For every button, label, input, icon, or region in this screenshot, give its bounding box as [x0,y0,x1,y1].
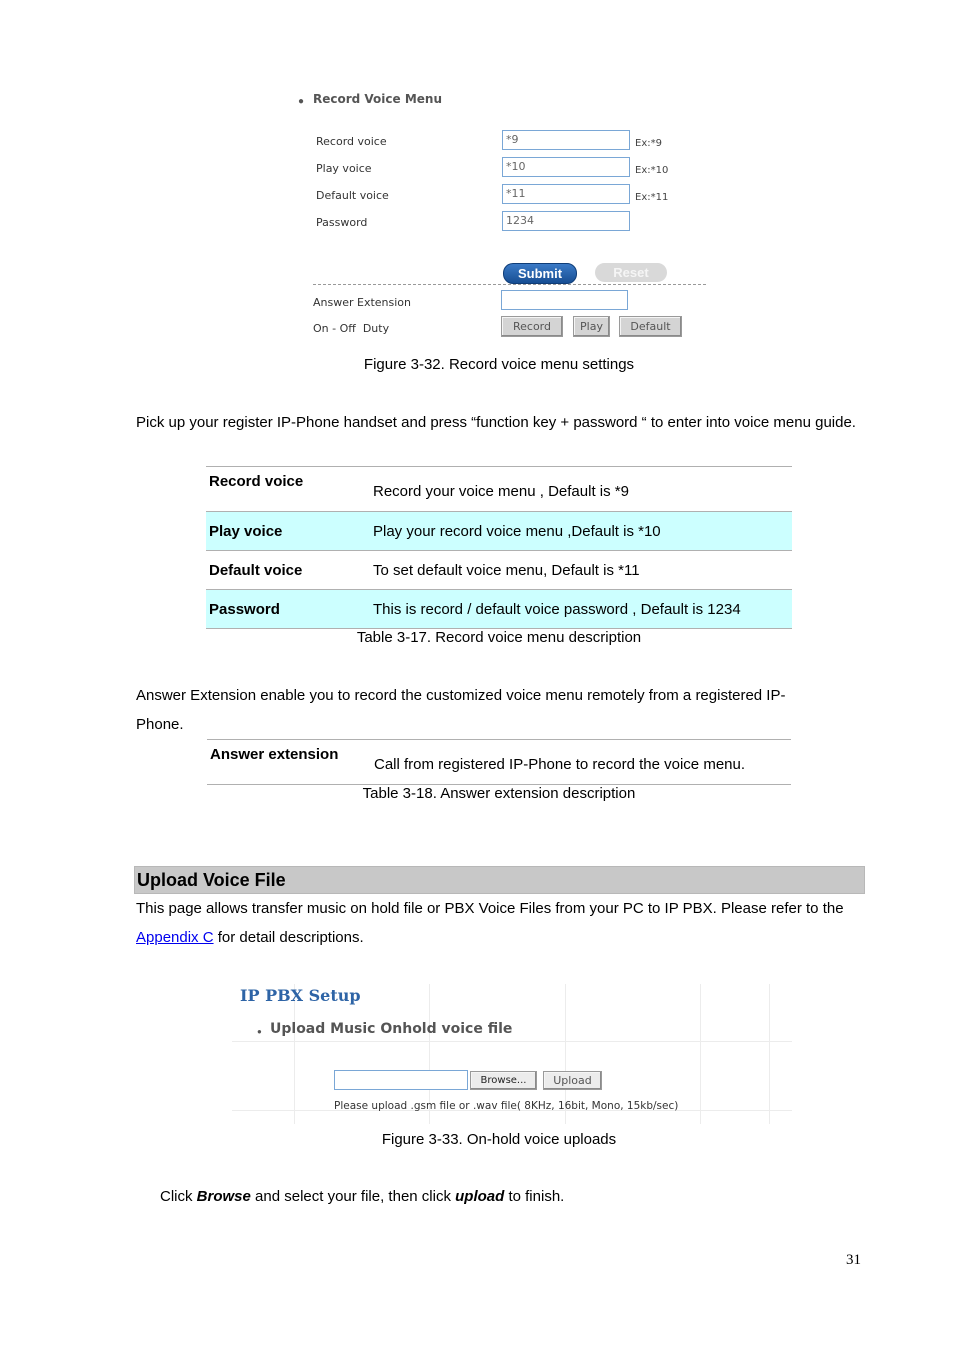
upload-emphasis: upload [455,1188,505,1205]
table-18-caption: Table 3-18. Answer extension description [362,785,636,802]
grid-line [700,984,701,1124]
reset-button[interactable]: Reset [595,263,667,282]
play-voice-label: Play voice [316,162,372,175]
pbx-setup-title: IP PBX Setup [240,986,361,1005]
voice-menu-instructions: Pick up your register IP-Phone handset and press “function key + password “ to enter into voice menu guide. [136,414,856,431]
page-number: 31 [846,1252,861,1268]
grid-line [769,984,770,1124]
grid-line [294,984,295,1124]
default-button[interactable]: Default [619,316,682,337]
table-desc: Record your voice menu , Default is *9 [370,467,792,512]
submit-button[interactable]: Submit [503,263,577,284]
grid-line [232,1041,792,1042]
table-row [207,740,791,785]
record-voice-input[interactable]: *9 [502,130,630,150]
table-desc: Play your record voice menu ,Default is *10 [370,512,792,551]
upload-section-paragraph [136,894,871,952]
default-voice-input[interactable]: *11 [502,184,630,204]
play-button[interactable]: Play [573,316,610,337]
record-button[interactable]: Record [501,316,563,337]
table-desc: Call from registered IP-Phone to record the voice menu. [371,740,791,785]
answer-extension-table [207,739,791,785]
table-desc: To set default voice menu, Default is *11 [370,551,792,590]
upload-music-subtitle: Upload Music Onhold voice file [270,1021,513,1037]
answer-extension-paragraph: Answer Extension enable you to record the customized voice menu remotely from a registered IP-Phone. [136,687,786,733]
table-17-caption: Table 3-17. Record voice menu description [356,629,642,646]
browse-button[interactable]: Browse... [470,1071,537,1090]
on-off-duty-label: On - Off Duty [313,322,390,335]
figure-32-caption: Figure 3-32. Record voice menu settings [363,356,635,373]
figure-33-caption: Figure 3-33. On-hold voice uploads [381,1131,617,1148]
table-key: Play voice [206,512,370,551]
play-voice-example: Ex:*10 [635,165,669,176]
upload-paragraph-text: This page allows transfer music on hold file or PBX Voice Files from your PC to IP PBX. Please refer to the [136,900,844,917]
section-heading: Upload Voice File [134,866,865,894]
instruction-text: Click [160,1188,197,1205]
bullet-icon: ● [257,1027,262,1036]
upload-hint: Please upload .gsm file or .wav file( 8KHz, 16bit, Mono, 15kb/sec) [334,1100,679,1112]
password-label: Password [316,216,368,229]
instruction-text: to finish. [504,1188,565,1205]
record-menu-title: Record Voice Menu [313,92,443,106]
table-key: Record voice [206,467,370,512]
default-voice-example: Ex:*11 [635,192,669,203]
instruction-text: and select your file, then click [250,1188,456,1205]
password-input[interactable]: 1234 [502,211,630,231]
bullet-icon: ● [298,96,305,107]
table-row [206,590,792,629]
table-row [206,467,792,512]
table-row [206,551,792,590]
appendix-c-link[interactable]: Appendix C [136,929,214,946]
table-key: Password [206,590,370,629]
record-voice-example: Ex:*9 [635,138,662,149]
record-voice-table [206,466,792,629]
upload-button[interactable]: Upload [543,1071,602,1090]
answer-extension-input[interactable] [501,290,628,310]
record-voice-label: Record voice [316,135,387,148]
upload-paragraph-text-end: for detail descriptions. [213,929,364,946]
dashed-divider [313,284,706,285]
table-desc: This is record / default voice password , Default is 1234 [370,590,792,629]
table-key: Answer extension [207,740,371,785]
browse-emphasis: Browse [196,1188,251,1205]
answer-extension-label: Answer Extension [313,296,412,309]
table-key: Default voice [206,551,370,590]
file-path-input[interactable] [334,1070,468,1090]
default-voice-label: Default voice [316,189,389,202]
upload-instructions [160,1188,564,1205]
table-row [206,512,792,551]
play-voice-input[interactable]: *10 [502,157,630,177]
